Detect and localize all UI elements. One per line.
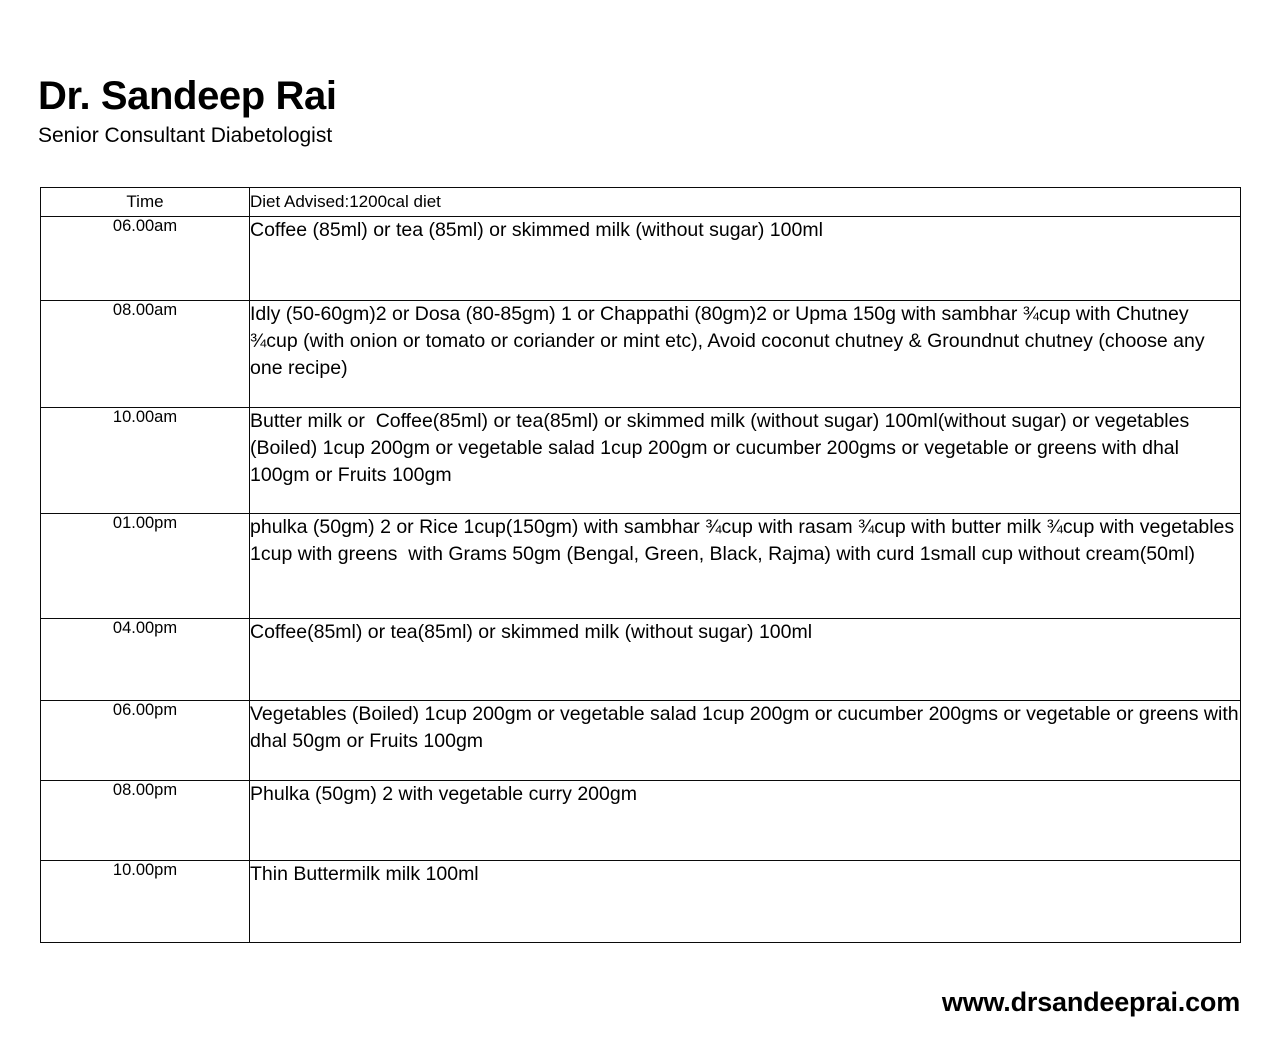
cell-diet: Thin Buttermilk milk 100ml [250, 861, 1241, 943]
website-url: www.drsandeeprai.com [941, 987, 1240, 1017]
diet-advice-table [40, 187, 1245, 943]
letterhead [38, 76, 838, 146]
table-row [41, 514, 1241, 619]
cell-diet: Vegetables (Boiled) 1cup 200gm or vegetable salad 1cup 200gm or cucumber 200gms or vegetable or greens with dhal 50gm or Fruits 100gm [250, 701, 1241, 781]
cell-time: 08.00am [41, 301, 250, 408]
cell-diet: phulka (50gm) 2 or Rice 1cup(150gm) with sambhar ¾cup with rasam ¾cup with butter milk ¾cup with vegetables 1cup with greens with Grams 50gm (Bengal, Green, Black, Rajma) with curd 1small cup without cream(50ml) [250, 514, 1241, 619]
cell-time: 08.00pm [41, 781, 250, 861]
table-row [41, 781, 1241, 861]
cell-time: 01.00pm [41, 514, 250, 619]
table-row [41, 861, 1241, 943]
cell-diet: Idly (50-60gm)2 or Dosa (80-85gm) 1 or Chappathi (80gm)2 or Upma 150g with sambhar ¾cup with Chutney ¾cup (with onion or tomato or coriander or mint etc), Avoid coconut chutney & Groundnut chutney (choose any one recipe) [250, 301, 1241, 408]
cell-time: 04.00pm [41, 619, 250, 701]
doctor-name: Dr. Sandeep Rai [38, 74, 337, 118]
cell-time: 10.00am [41, 408, 250, 514]
table-row [41, 619, 1241, 701]
table-row [41, 217, 1241, 301]
cell-time: 06.00am [41, 217, 250, 301]
cell-diet: Coffee(85ml) or tea(85ml) or skimmed milk (without sugar) 100ml [250, 619, 1241, 701]
table-row [41, 301, 1241, 408]
doctor-specialty: Senior Consultant Diabetologist [38, 124, 333, 147]
cell-time: 06.00pm [41, 701, 250, 781]
cell-diet: Coffee (85ml) or tea (85ml) or skimmed milk (without sugar) 100ml [250, 217, 1241, 301]
table-header-row [41, 188, 1241, 217]
cell-diet: Phulka (50gm) 2 with vegetable curry 200gm [250, 781, 1241, 861]
column-header-time: Time [41, 188, 250, 217]
cell-time: 10.00pm [41, 861, 250, 943]
column-header-diet: Diet Advised:1200cal diet [250, 188, 1241, 217]
table-row [41, 408, 1241, 514]
cell-diet: Butter milk or Coffee(85ml) or tea(85ml) or skimmed milk (without sugar) 100ml(without sugar) or vegetables (Boiled) 1cup 200gm or vegetable salad 1cup 200gm or cucumber 200gms or vegetable or greens with dhal 100gm or Fruits 100gm [250, 408, 1241, 514]
table-row [41, 701, 1241, 781]
